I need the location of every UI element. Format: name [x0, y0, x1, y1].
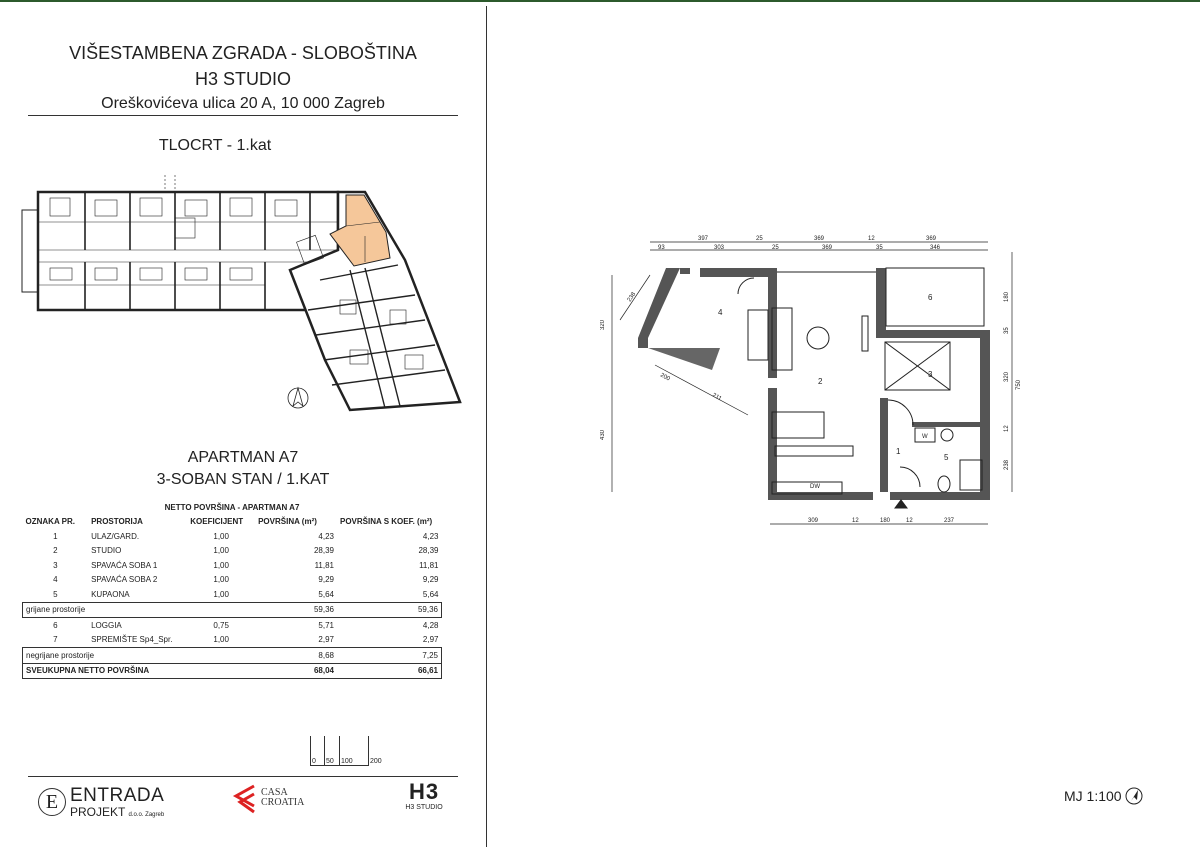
table-row: 7 SPREMIŠTE Sp4_Spr. 1,00 2,97 2,97: [53, 635, 439, 645]
room-label-2: 2: [818, 377, 823, 386]
scale-bar: [308, 736, 398, 768]
entrada-mark: E: [38, 788, 66, 816]
room-label-3: 3: [928, 370, 933, 379]
svg-text:35: 35: [876, 245, 883, 251]
col-header-id: OZNAKA PR.: [25, 517, 75, 527]
casa-line1: CASA: [261, 787, 288, 798]
floor-key-plan: [20, 170, 465, 415]
svg-text:238: 238: [626, 291, 638, 304]
room-label-1: 1: [896, 447, 901, 456]
header-rule: [28, 115, 458, 116]
scale-label-100: 100: [341, 758, 353, 765]
title-panel: [0, 0, 486, 847]
svg-text:320: 320: [600, 319, 606, 330]
apartment-title: APARTMAN A7: [187, 449, 299, 466]
scale-label-50: 50: [326, 758, 334, 765]
svg-text:397: 397: [698, 236, 709, 242]
casa-line2: CROATIA: [261, 797, 305, 808]
svg-text:430: 430: [600, 429, 606, 440]
table-row: 6 LOGGIA 0,75 5,71 4,28: [53, 620, 439, 630]
col-header-area: POVRŠINA (m²): [258, 517, 317, 527]
svg-text:12: 12: [868, 236, 875, 242]
area-table: [22, 500, 442, 679]
project-address: Oreškovićeva ulica 20 A, 10 000 Zagreb: [101, 95, 385, 112]
project-name: VIŠESTAMBENA ZGRADA - SLOBOŠTINA: [69, 43, 417, 63]
grand-total-row: SVEUKUPNA NETTO POVRŠINA 68,04 66,61: [23, 663, 442, 679]
svg-text:35: 35: [1004, 327, 1010, 334]
room-label-6: 6: [928, 293, 933, 302]
room-label-4: 4: [718, 308, 723, 317]
svg-text:750: 750: [1016, 379, 1022, 390]
table-row: 1 ULAZ/GARD. 1,00 4,23 4,23: [53, 531, 439, 541]
panel-divider: [486, 6, 487, 847]
h3-mark: H3: [408, 779, 440, 804]
svg-text:211: 211: [711, 392, 723, 403]
h3-studio-logo: [400, 780, 448, 820]
project-header: [28, 40, 458, 116]
svg-text:303: 303: [714, 245, 725, 251]
svg-text:25: 25: [772, 245, 779, 251]
svg-text:309: 309: [808, 518, 819, 524]
washer-label: W: [922, 434, 928, 440]
entrada-logo: [36, 783, 166, 823]
svg-text:369: 369: [814, 236, 825, 242]
svg-text:12: 12: [852, 518, 859, 524]
north-arrow-icon: [1125, 787, 1143, 805]
table-row: 5 KUPAONA 1,00 5,64 5,64: [53, 589, 439, 599]
heated-subtotal-row: grijane prostorije 59,36 59,36: [23, 602, 442, 618]
svg-text:320: 320: [1004, 371, 1010, 382]
h3-sub: H3 STUDIO: [405, 804, 443, 811]
scale-label: MJ 1:100: [1064, 787, 1143, 805]
svg-text:12: 12: [906, 518, 913, 524]
col-header-room: PROSTORIJA: [91, 517, 143, 527]
casa-croatia-mark-icon: [232, 782, 258, 816]
svg-text:180: 180: [880, 518, 891, 524]
room-label-5: 5: [944, 453, 949, 462]
scale-label-0: 0: [312, 758, 316, 765]
svg-text:25: 25: [756, 236, 763, 242]
project-studio: H3 STUDIO: [194, 69, 291, 89]
table-header-row: [23, 515, 442, 530]
svg-text:369: 369: [822, 245, 833, 251]
svg-text:200: 200: [659, 372, 671, 383]
svg-text:346: 346: [930, 245, 941, 251]
svg-text:93: 93: [658, 245, 665, 251]
entrada-sub: PROJEKT d.o.o. Zagreb: [70, 805, 165, 819]
col-header-coef: KOEFICIJENT: [190, 517, 244, 527]
svg-text:180: 180: [1004, 291, 1010, 302]
entrada-name: ENTRADA: [70, 785, 165, 806]
table-row: 3 SPAVAĆA SOBA 1 1,00 11,81 11,81: [53, 560, 439, 570]
unheated-subtotal-row: negrijane prostorije 8,68 7,25: [23, 648, 442, 664]
table-row: 2 STUDIO 1,00 28,39 28,39: [53, 546, 439, 556]
apartment-title-block: [28, 447, 458, 491]
apartment-subtitle: 3-SOBAN STAN / 1.KAT: [156, 471, 330, 488]
dishwasher-label: DW: [810, 484, 820, 490]
scale-label-200: 200: [370, 758, 382, 765]
casa-croatia-logo: [232, 780, 322, 820]
floor-title: TLOCRT - 1.kat: [158, 137, 272, 154]
col-header-area-coef: POVRŠINA S KOEF. (m²): [340, 517, 433, 527]
svg-text:12: 12: [1004, 425, 1010, 432]
svg-text:237: 237: [944, 518, 955, 524]
table-row: 4 SPAVAĆA SOBA 2 1,00 9,29 9,29: [53, 575, 439, 585]
footer-rule: [28, 776, 458, 777]
apartment-floor-plan: [600, 230, 1040, 530]
svg-text:369: 369: [926, 236, 937, 242]
table-caption: NETTO POVRŠINA - APARTMAN A7: [164, 502, 300, 512]
svg-text:238: 238: [1004, 459, 1010, 470]
